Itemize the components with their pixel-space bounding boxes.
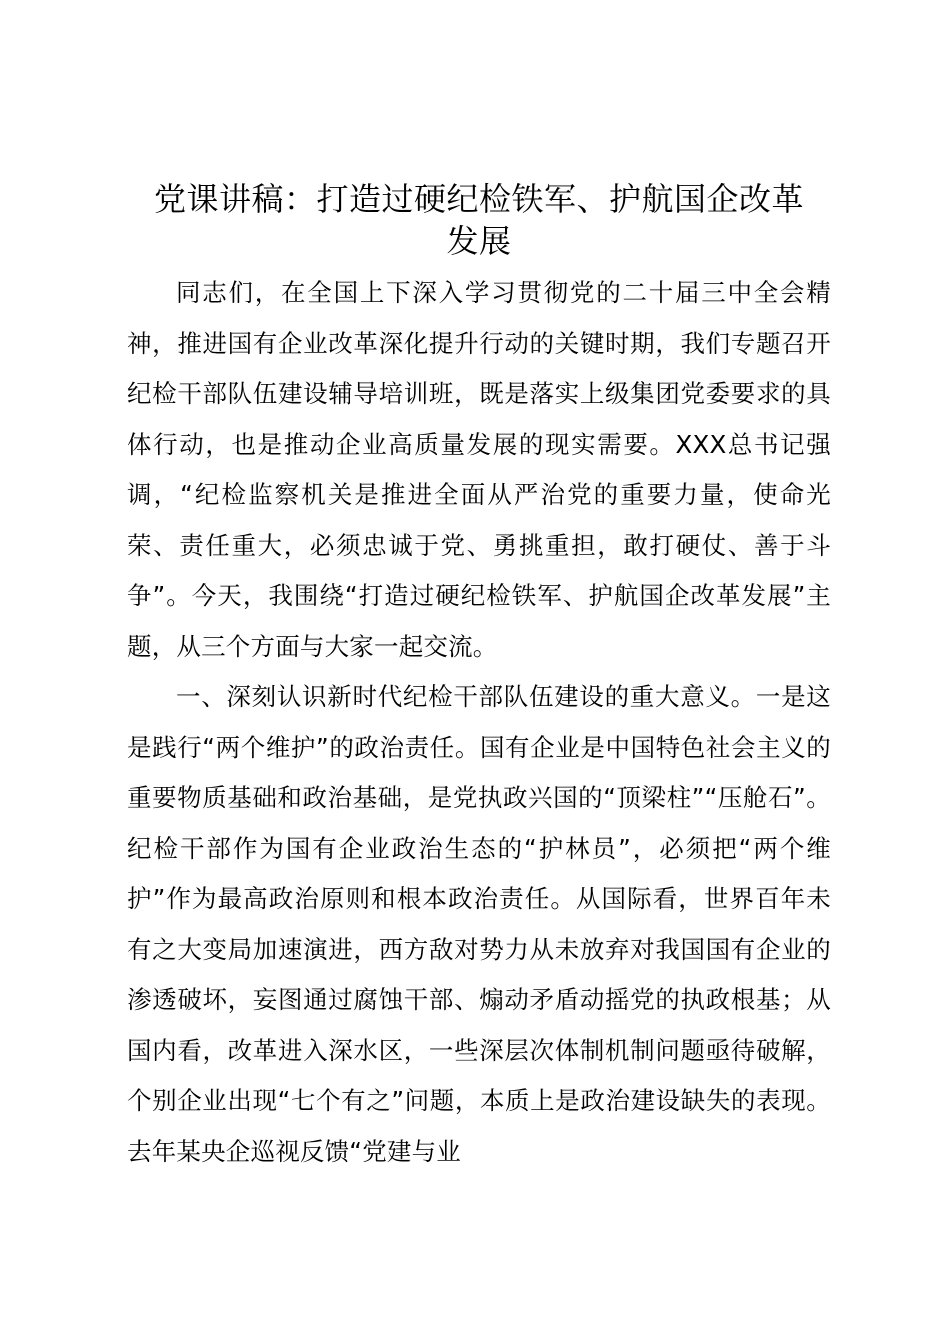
title-line-1: 党课讲稿：打造过硬纪检铁军、护航国企改革 — [153, 180, 804, 218]
document-body — [127, 178, 831, 1177]
paragraph-section-one: 一、深刻认识新时代纪检干部队伍建设的重大意义。一是这是践行“两个维护”的政治责任。国有企业是中国特色社会主义的重要物质基础和政治基础，是党执政兴国的“顶梁柱”“压舱石”。纪检干部作为国有企业政治生态的“护林员”，必须把“两个维护”作为最高政治原则和根本政治责任。从国际看，世界百年未有之大变局加速演进，西方敌对势力从未放弃对我国国有企业的渗透破坏，妄图通过腐蚀干部、煽动矛盾动摇党的执政根基；从国内看，改革进入深水区，一些深层次体制机制问题亟待破解，个别企业出现“七个有之”问题，本质上是政治建设缺失的表现。去年某央企巡视反馈“党建与业 — [127, 682, 831, 1166]
document-title — [127, 178, 831, 262]
paragraph-intro: 同志们，在全国上下深入学习贯彻党的二十届三中全会精神，推进国有企业改革深化提升行动的关键时期，我们专题召开纪检干部队伍建设辅导培训班，既是落实上级集团党委要求的具体行动，也是推动企业高质量发展的现实需要。XXX总书记强调，“纪检监察机关是推进全面从严治党的重要力量，使命光荣、责任重大，必须忠诚于党、勇挑重担，敢打硬仗、善于斗争”。今天，我围绕“打造过硬纪检铁军、护航国企改革发展”主题，从三个方面与大家一起交流。 — [127, 278, 831, 661]
title-line-2: 发展 — [446, 222, 512, 260]
